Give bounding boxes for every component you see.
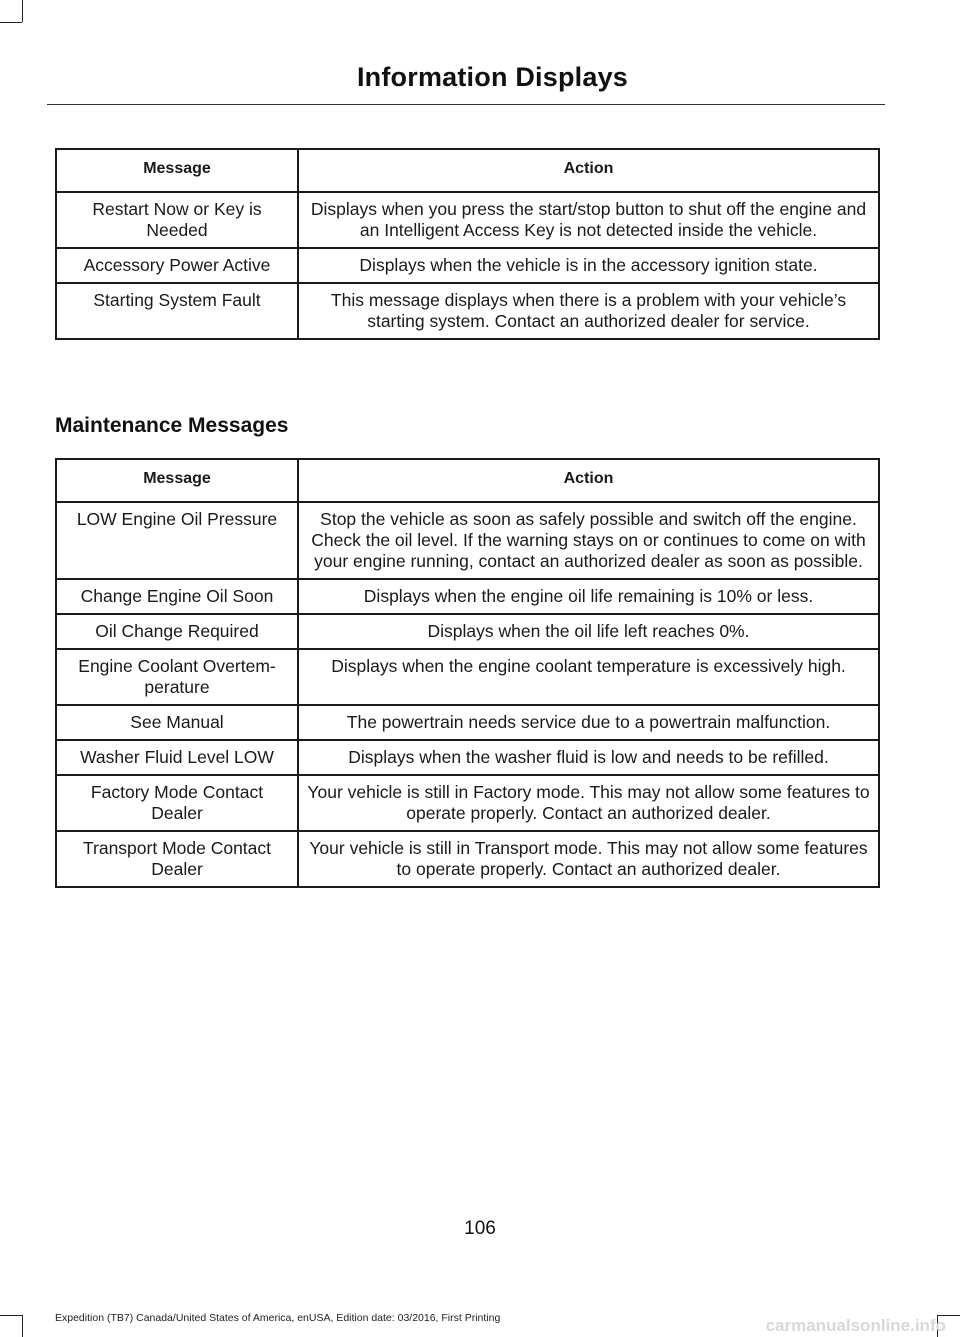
table-header-row [56,149,879,192]
column-header-action: Action [298,459,879,502]
action-cell: Displays when the engine coolant temperature is excessively high. [298,649,879,705]
action-cell: Your vehicle is still in Factory mode. This may not allow some features to operate properly. Contact an authorized dealer. [298,775,879,831]
table-row [56,740,879,775]
action-cell: Stop the vehicle as soon as safely possible and switch off the engine. Check the oil level. If the warning stays on or continues to come on with your engine running, contact an authorized dealer as soon as possible. [298,502,879,579]
watermark: carmanualsonline.info [765,1316,946,1335]
table-header-row [56,459,879,502]
crop-mark [22,1315,23,1337]
edition-footer: Expedition (TB7) Canada/United States of America, enUSA, Edition date: 03/2016, First Printing [55,1312,501,1324]
table-row [56,705,879,740]
message-cell: Engine Coolant Overtem-perature [56,649,298,705]
message-cell: LOW Engine Oil Pressure [56,502,298,579]
page-title: Information Displays [356,62,628,92]
action-cell: Displays when the oil life left reaches 0%. [298,614,879,649]
message-cell: Restart Now or Key is Needed [56,192,298,248]
table-row [56,831,879,887]
message-cell: Starting System Fault [56,283,298,339]
page-number: 106 [464,1218,496,1239]
table-row [56,614,879,649]
action-cell: Displays when the washer fluid is low and needs to be refilled. [298,740,879,775]
title-divider [47,104,885,105]
table-row [56,579,879,614]
message-cell: Oil Change Required [56,614,298,649]
action-cell: Displays when the engine oil life remaining is 10% or less. [298,579,879,614]
section-heading: Maintenance Messages [55,414,289,437]
crop-mark [0,22,22,23]
message-cell: See Manual [56,705,298,740]
action-cell: Displays when you press the start/stop button to shut off the engine and an Intelligent Access Key is not detected inside the vehicle. [298,192,879,248]
message-cell: Change Engine Oil Soon [56,579,298,614]
table-row [56,649,879,705]
action-cell: Your vehicle is still in Transport mode. This may not allow some features to operate properly. Contact an authorized dealer. [298,831,879,887]
crop-mark [0,1315,22,1316]
table-row [56,283,879,339]
column-header-action: Action [298,149,879,192]
table-row [56,502,879,579]
action-cell: Displays when the vehicle is in the accessory ignition state. [298,248,879,283]
table-row [56,775,879,831]
message-cell: Factory Mode Contact Dealer [56,775,298,831]
maintenance-messages-table [55,458,880,888]
table-row [56,192,879,248]
action-cell: The powertrain needs service due to a powertrain malfunction. [298,705,879,740]
action-cell: This message displays when there is a problem with your vehicle’s starting system. Contact an authorized dealer for service. [298,283,879,339]
message-cell: Washer Fluid Level LOW [56,740,298,775]
message-cell: Transport Mode Contact Dealer [56,831,298,887]
messages-table [55,148,880,340]
column-header-message: Message [56,459,298,502]
message-cell: Accessory Power Active [56,248,298,283]
table-row [56,248,879,283]
crop-mark [22,0,23,22]
column-header-message: Message [56,149,298,192]
